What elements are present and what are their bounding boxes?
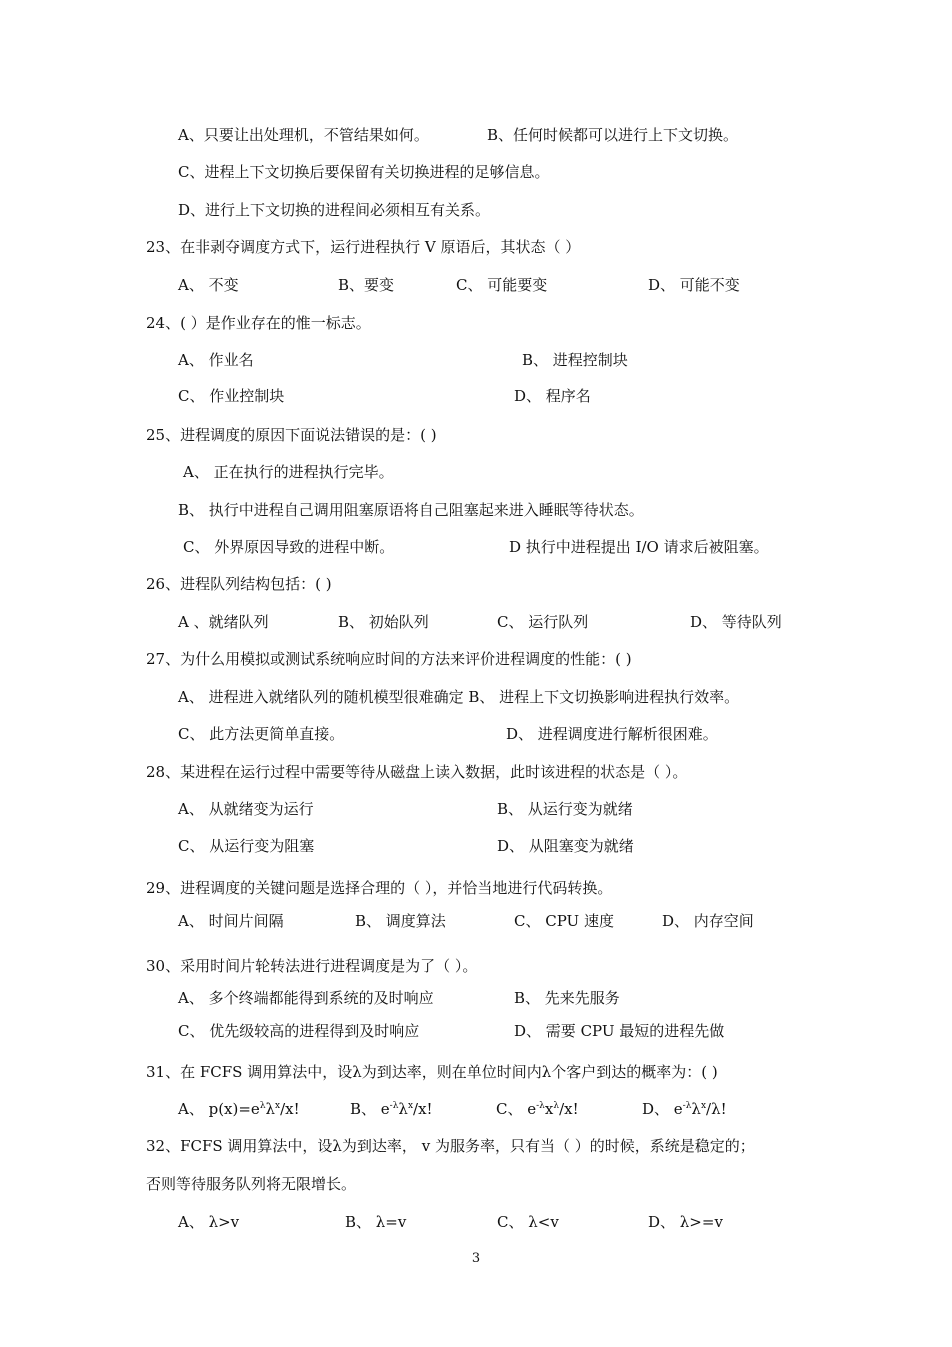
q31-option-c: C、 $e^{-\lambda}x^\lambda/x$! [496,1100,579,1118]
q25-option-a: A、 正在执行的进程执行完毕。 [183,463,394,481]
q23-option-a: A、 不变 [178,276,239,294]
q22-option-d: D、进行上下文切换的进程间必须相互有关系。 [178,201,491,219]
q26-option-a: A 、就绪队列 [178,613,269,631]
q29-option-b: B、 调度算法 [355,912,446,930]
q22-option-c: C、进程上下文切换后要保留有关切换进程的足够信息。 [178,163,550,181]
q24-stem: 24、( ）是作业存在的惟一标志。 [146,314,371,332]
q28-option-d: D、 从阻塞变为就绪 [497,837,634,855]
q24-option-a: A、 作业名 [178,351,254,369]
q28-option-b: B、 从运行变为就绪 [497,800,633,818]
page-number: 3 [471,1251,481,1266]
q28-option-c: C、 从运行变为阻塞 [178,837,315,855]
q31-option-a: A、 $p(x)=e^\lambda\lambda^x/x$! [178,1100,300,1118]
q28-option-a: A、 从就绪变为运行 [178,800,314,818]
q32-option-d: D、 λ>=v [648,1213,723,1231]
q26-option-c: C、 运行队列 [497,613,589,631]
q25-stem: 25、进程调度的原因下面说法错误的是：( ) [146,426,437,444]
q27-option-ab: A、 进程进入就绪队列的随机模型很难确定 B、 进程上下文切换影响进程执行效率。 [178,688,740,706]
q31-option-d: D、 $e^{-\lambda}\lambda^x/\lambda$! [642,1100,727,1118]
q25-option-c: C、 外界原因导致的进程中断。 [183,538,395,556]
q31-stem: 31、在 FCFS 调用算法中，设λ为到达率，则在单位时间内λ个客户到达的概率为：( ) [146,1063,718,1081]
q30-option-b: B、 先来先服务 [514,989,620,1007]
q26-option-d: D、 等待队列 [690,613,782,631]
q22-option-a: A、只要让出处理机，不管结果如何。 [178,126,429,144]
q30-option-c: C、 优先级较高的进程得到及时响应 [178,1022,420,1040]
q32-stem-line1: 32、FCFS 调用算法中，设λ为到达率， v 为服务率，只有当（ ）的时候，系统是稳定的； [146,1137,755,1155]
q29-stem: 29、进程调度的关键问题是选择合理的（ ），并恰当地进行代码转换。 [146,879,613,897]
q27-stem: 27、为什么用模拟或测试系统响应时间的方法来评价进程调度的性能：( ) [146,650,632,668]
q24-option-b: B、 进程控制块 [522,351,628,369]
q23-stem: 23、在非剥夺调度方式下，运行进程执行 V 原语后，其状态（ ） [146,238,581,256]
q26-option-b: B、 初始队列 [338,613,429,631]
q30-stem: 30、采用时间片轮转法进行进程调度是为了（ ）。 [146,957,478,975]
q27-option-c: C、 此方法更简单直接。 [178,725,345,743]
q29-option-a: A、 时间片间隔 [178,912,284,930]
q29-option-c: C、 CPU 速度 [514,912,614,930]
q32-stem-line2: 否则等待服务队列将无限增长。 [146,1175,357,1193]
q31-option-b: B、 $e^{-\lambda}\lambda^x/x$! [350,1100,433,1118]
q23-option-b: B、要变 [338,276,395,294]
q30-option-d: D、 需要 CPU 最短的进程先做 [514,1022,725,1040]
q32-option-c: C、 λ<v [497,1213,559,1231]
q32-option-a: A、 λ>v [178,1213,240,1231]
q22-option-b: B、任何时候都可以进行上下文切换。 [487,126,739,144]
q25-option-d: D 执行中进程提出 I/O 请求后被阻塞。 [509,538,769,556]
q32-option-b: B、 λ=v [345,1213,407,1231]
q24-option-d: D、 程序名 [514,387,591,405]
q23-option-d: D、 可能不变 [648,276,740,294]
q30-option-a: A、 多个终端都能得到系统的及时响应 [178,989,434,1007]
q27-option-d: D、 进程调度进行解析很困难。 [506,725,718,743]
q23-option-c: C、 可能要变 [456,276,548,294]
q24-option-c: C、 作业控制块 [178,387,285,405]
q29-option-d: D、 内存空间 [662,912,754,930]
q28-stem: 28、某进程在运行过程中需要等待从磁盘上读入数据，此时该进程的状态是（ ）。 [146,763,688,781]
q25-option-b: B、 执行中进程自己调用阻塞原语将自己阻塞起来进入睡眠等待状态。 [178,501,644,519]
q26-stem: 26、进程队列结构包括：( ) [146,575,332,593]
